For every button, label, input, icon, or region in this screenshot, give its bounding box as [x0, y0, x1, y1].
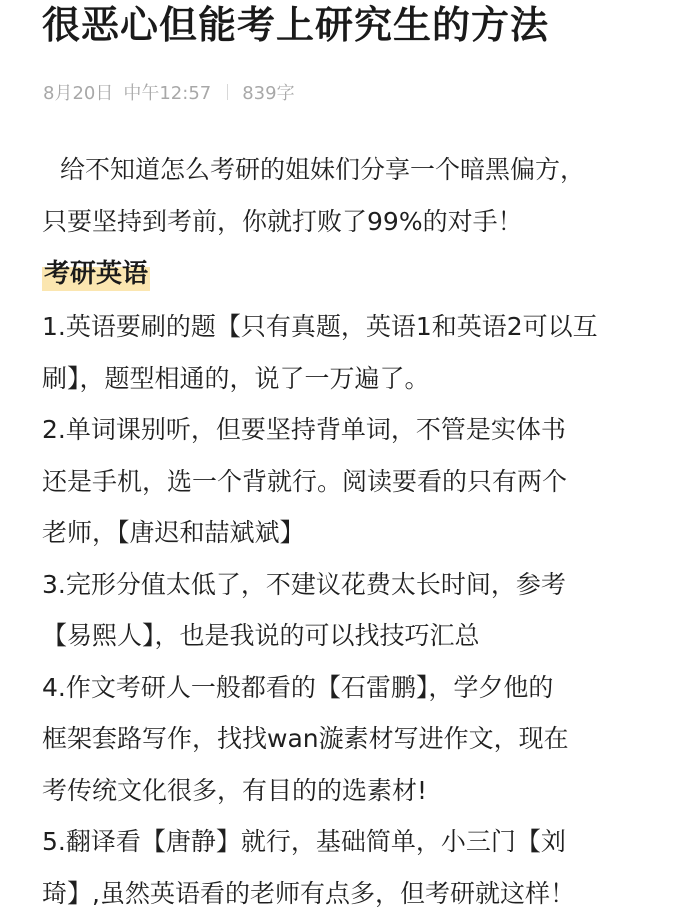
point-line: 还是手机，选一个背就行。阅读要看的只有两个: [42, 466, 568, 496]
section-heading: 考研英语: [44, 259, 149, 289]
article-title: 很恶心但能考上研究生的方法: [42, 3, 550, 47]
point-line: 框架套路写作，找找wan漩素材写进作文，现在: [42, 724, 569, 753]
point-line: 琦】,虽然英语看的老师有点多，但考研就这样！: [42, 878, 575, 908]
point-line: 2.单词课别听，但要坚持背单词，不管是实体书: [42, 415, 566, 444]
point-line: 4.作文考研人一般都看的【石雷鹏】，学夕他的: [42, 672, 554, 702]
publish-time: 中午12:57: [123, 83, 212, 104]
point-5: [42, 816, 662, 919]
point-1: [42, 301, 662, 404]
article-body: [42, 144, 662, 919]
intro-line-1: 给不知道怎么考研的姐妹们分享一个暗黑偏方，: [60, 155, 586, 184]
point-line: 5.翻译看【唐静】就行，基础简单，小三门【刘: [42, 827, 566, 856]
point-2: [42, 404, 662, 559]
point-line: 【易熙人】，也是我说的可以找技巧汇总: [42, 621, 480, 650]
article-meta: [43, 80, 295, 104]
point-3: [42, 559, 662, 662]
intro-line-2: 只要坚持到考前，你就打败了99%的对手！: [42, 206, 523, 236]
meta-divider: [227, 84, 228, 100]
point-line: 考传统文化很多，有目的的选素材!: [42, 775, 428, 805]
point-4: [42, 662, 662, 817]
word-count: 839字: [242, 83, 295, 104]
point-line: 3.完形分值太低了，不建议花费太长时间，参考: [42, 569, 566, 599]
point-line: 老师，【唐迟和喆斌斌】: [42, 518, 305, 547]
point-line: 刷】，题型相通的，说了一万遍了。: [42, 363, 430, 393]
section-heading-row: [42, 247, 662, 301]
point-line: 1.英语要刷的题【只有真题，英语1和英语2可以互: [42, 312, 598, 341]
publish-date: 8月20日: [43, 83, 114, 104]
